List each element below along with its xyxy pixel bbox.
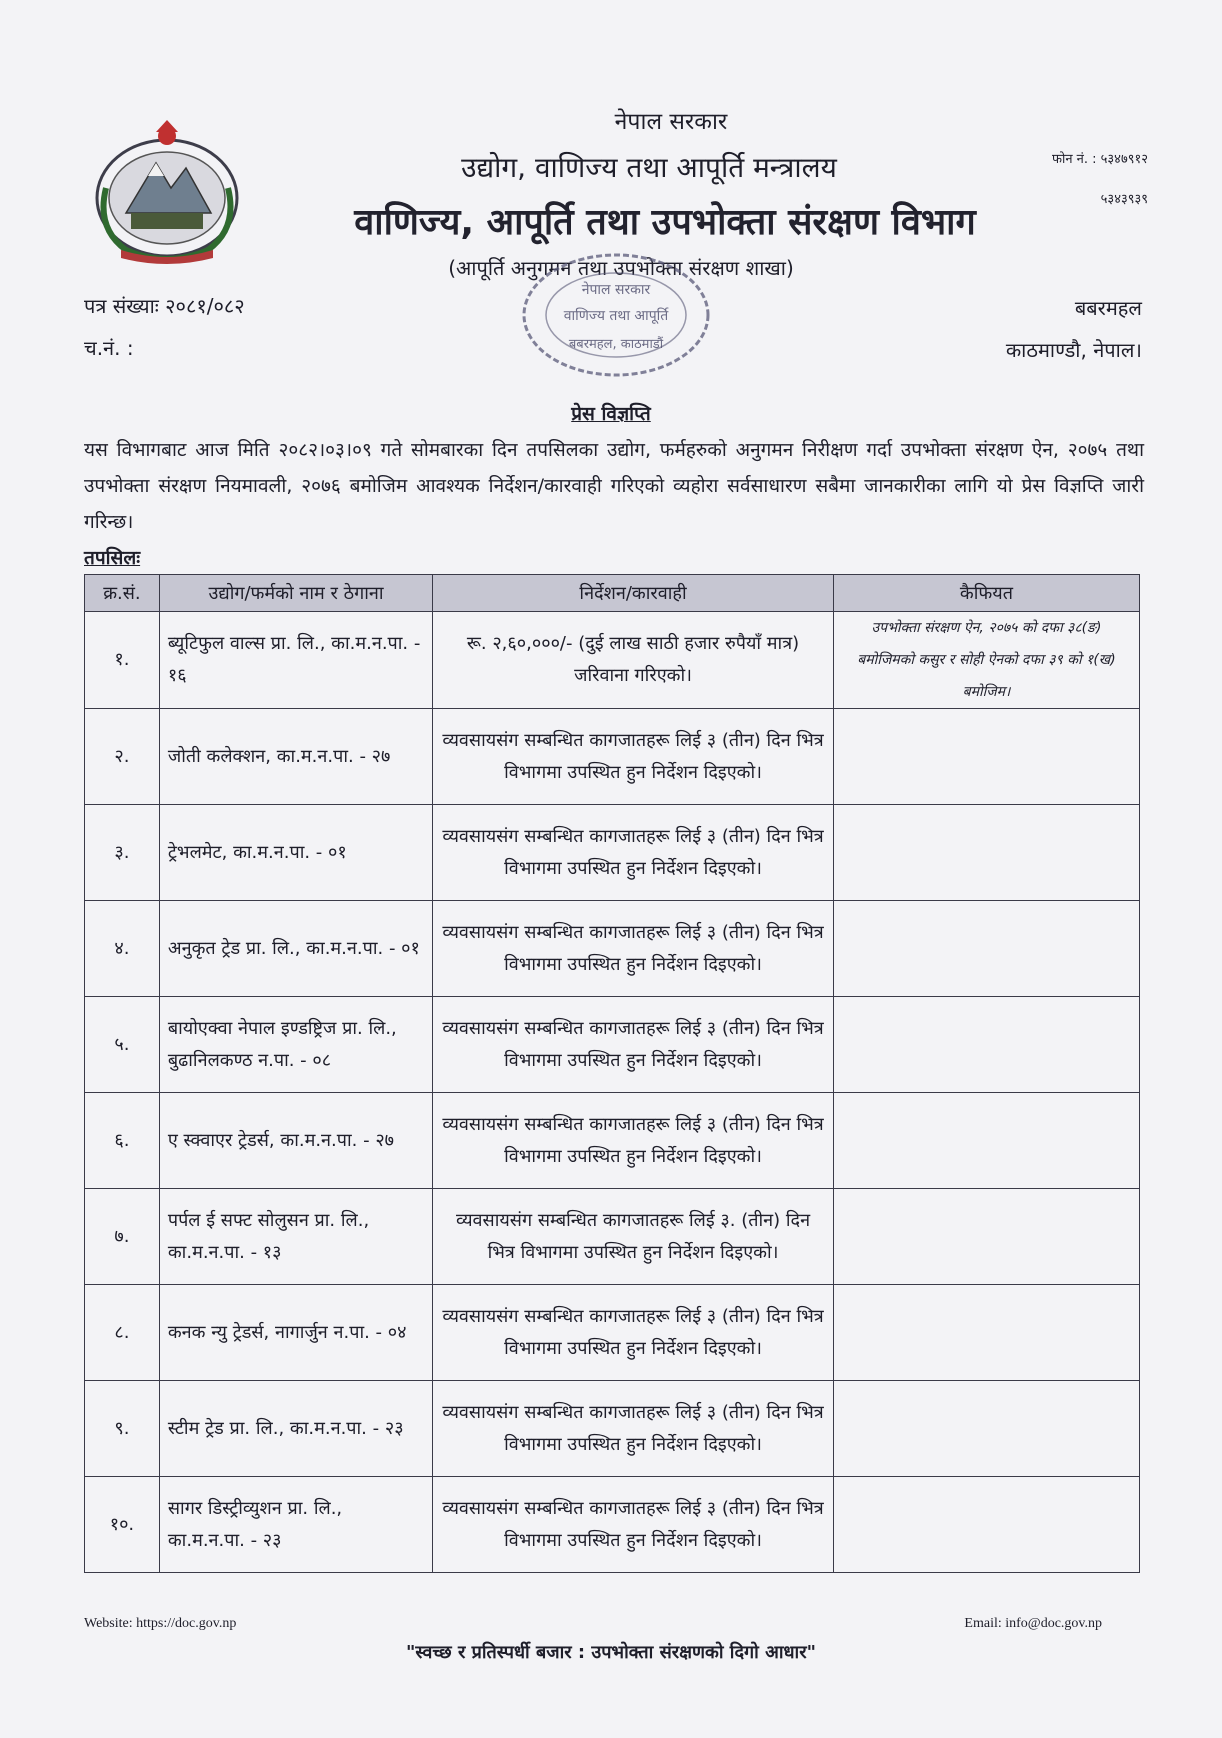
letter-number: पत्र संख्याः २०८१/०८२ xyxy=(84,294,245,318)
row-sn: १. xyxy=(85,612,160,709)
row-firm: स्टीम ट्रेड प्रा. लि., का.म.न.पा. - २३ xyxy=(159,1381,432,1477)
details-label: तपसिलः xyxy=(84,547,141,569)
phone-line-1: फोन नं. : ५३४७९१२ xyxy=(1051,152,1148,167)
row-sn: ४. xyxy=(85,901,160,997)
row-firm: जोती कलेक्शन, का.म.न.पा. - २७ xyxy=(159,709,432,805)
row-action: व्यवसायसंग सम्बन्धित कागजातहरू लिई ३ (तीन) दिन भित्र विभागमा उपस्थित हुन निर्देशन दिइएको। xyxy=(433,1285,834,1381)
row-action: व्यवसायसंग सम्बन्धित कागजातहरू लिई ३ (तीन) दिन भित्र विभागमा उपस्थित हुन निर्देशन दिइएको। xyxy=(433,1381,834,1477)
table-row xyxy=(85,709,1140,805)
row-action: व्यवसायसंग सम्बन्धित कागजातहरू लिई ३ (तीन) दिन भित्र विभागमा उपस्थित हुन निर्देशन दिइएको। xyxy=(433,901,834,997)
row-sn: ५. xyxy=(85,997,160,1093)
row-action: व्यवसायसंग सम्बन्धित कागजातहरू लिई ३. (तीन) दिन भित्र विभागमा उपस्थित हुन निर्देशन दिइएको। xyxy=(433,1189,834,1285)
details-table xyxy=(84,574,1140,1573)
table-row xyxy=(85,1381,1140,1477)
table-row xyxy=(85,1093,1140,1189)
government-name: नेपाल सरकार xyxy=(614,109,728,135)
table-row xyxy=(85,805,1140,901)
row-sn: ७. xyxy=(85,1189,160,1285)
row-action: व्यवसायसंग सम्बन्धित कागजातहरू लिई ३ (तीन) दिन भित्र विभागमा उपस्थित हुन निर्देशन दिइएको। xyxy=(433,997,834,1093)
row-remark xyxy=(833,1093,1139,1189)
row-sn: २. xyxy=(85,709,160,805)
row-firm: पर्पल ई सफ्ट सोलुसन प्रा. लि., का.म.न.पा. - १३ xyxy=(159,1189,432,1285)
col-header-sn: क्र.सं. xyxy=(85,575,160,612)
row-action: व्यवसायसंग सम्बन्धित कागजातहरू लिई ३ (तीन) दिन भित्र विभागमा उपस्थित हुन निर्देशन दिइएको। xyxy=(433,709,834,805)
footer-motto: "स्वच्छ र प्रतिस्पर्धी बजार : उपभोक्ता संरक्षणको दिगो आधार" xyxy=(406,1642,816,1663)
phone-line-2: ५३४३९३९ xyxy=(1100,192,1148,207)
seal-text-1: नेपाल सरकार xyxy=(581,282,651,298)
footer-website: Website: https://doc.gov.np xyxy=(84,1616,237,1631)
row-firm: ए स्क्वाएर ट्रेडर्स, का.म.न.पा. - २७ xyxy=(159,1093,432,1189)
department-name: वाणिज्य, आपूर्ति तथा उपभोक्ता संरक्षण विभाग xyxy=(354,202,976,243)
row-remark xyxy=(833,1477,1139,1573)
dispatch-number: च.नं. : xyxy=(84,336,134,360)
row-remark xyxy=(833,805,1139,901)
row-remark xyxy=(833,709,1139,805)
row-firm: कनक न्यु ट्रेडर्स, नागार्जुन न.पा. - ०४ xyxy=(159,1285,432,1381)
table-header-row xyxy=(85,575,1140,612)
row-firm: ब्यूटिफुल वाल्स प्रा. लि., का.म.न.पा. - १६ xyxy=(159,612,432,709)
row-action: व्यवसायसंग सम्बन्धित कागजातहरू लिई ३ (तीन) दिन भित्र विभागमा उपस्थित हुन निर्देशन दिइएको। xyxy=(433,1477,834,1573)
row-sn: ६. xyxy=(85,1093,160,1189)
table-row xyxy=(85,997,1140,1093)
row-action: व्यवसायसंग सम्बन्धित कागजातहरू लिई ३ (तीन) दिन भित्र विभागमा उपस्थित हुन निर्देशन दिइएको। xyxy=(433,805,834,901)
col-header-remark: कैफियत xyxy=(833,575,1139,612)
row-remark xyxy=(833,901,1139,997)
table-row xyxy=(85,901,1140,997)
ministry-name: उद्योग, वाणिज्य तथा आपूर्ति मन्त्रालय xyxy=(461,151,837,184)
col-header-firm: उद्योग/फर्मको नाम र ठेगाना xyxy=(159,575,432,612)
row-firm: बायोएक्वा नेपाल इण्डष्ट्रिज प्रा. लि., बुढानिलकण्ठ न.पा. - ०८ xyxy=(159,997,432,1093)
row-remark xyxy=(833,1285,1139,1381)
table-row xyxy=(85,1189,1140,1285)
row-action: व्यवसायसंग सम्बन्धित कागजातहरू लिई ३ (तीन) दिन भित्र विभागमा उपस्थित हुन निर्देशन दिइएको। xyxy=(433,1093,834,1189)
press-release-body: यस विभागबाट आज मिति २०८२।०३।०९ गते सोमबारका दिन तपसिलका उद्योग, फर्महरुको अनुगमन निरीक्षण गर्दा उपभोक्ता संरक्षण ऐन, २०७५ तथा उपभोक्ता संरक्षण नियमावली, २०७६ बमोजिम आवश्यक निर्देशन/कारवाही गरिएको व्यहोरा सर्वसाधारण सबैमा जानकारीका लागि यो प्रेस विज्ञप्ति जारी गरिन्छ। xyxy=(84,439,1144,533)
section-name: (आपूर्ति अनुगमन तथा उपभोक्ता संरक्षण शाखा) xyxy=(448,256,794,280)
table-row xyxy=(85,612,1140,709)
official-seal-stamp xyxy=(518,250,714,380)
address-line-1: बबरमहल xyxy=(1074,296,1142,320)
row-firm: सागर डिस्ट्रीव्युशन प्रा. लि., का.म.न.पा. - २३ xyxy=(159,1477,432,1573)
row-remark xyxy=(833,1189,1139,1285)
row-sn: ९. xyxy=(85,1381,160,1477)
row-remark xyxy=(833,997,1139,1093)
row-remark: उपभोक्ता संरक्षण ऐन, २०७५ को दफा ३८(ङ) बमोजिमको कसुर र सोही ऐनको दफा ३९ को १(ख) बमोजिम। xyxy=(833,612,1139,709)
seal-text-3: बबरमहल, काठमाडौं xyxy=(568,337,664,352)
table-row xyxy=(85,1285,1140,1381)
row-sn: ८. xyxy=(85,1285,160,1381)
row-remark xyxy=(833,1381,1139,1477)
phone-block xyxy=(1052,140,1148,220)
row-sn: १०. xyxy=(85,1477,160,1573)
row-firm: ट्रेभलमेट, का.म.न.पा. - ०१ xyxy=(159,805,432,901)
row-firm: अनुकृत ट्रेड प्रा. लि., का.म.न.पा. - ०१ xyxy=(159,901,432,997)
col-header-action: निर्देशन/कारवाही xyxy=(433,575,834,612)
row-sn: ३. xyxy=(85,805,160,901)
seal-text-2: वाणिज्य तथा आपूर्ति xyxy=(563,308,669,324)
table-row xyxy=(85,1477,1140,1573)
address-line-2: काठमाण्डौ, नेपाल। xyxy=(1005,338,1142,362)
press-release-title: प्रेस विज्ञप्ति xyxy=(571,403,651,425)
footer-email: Email: info@doc.gov.np xyxy=(964,1616,1102,1631)
row-action: रू. २,६०,०००/- (दुई लाख साठी हजार रुपैयाँ मात्र) जरिवाना गरिएको। xyxy=(433,612,834,709)
